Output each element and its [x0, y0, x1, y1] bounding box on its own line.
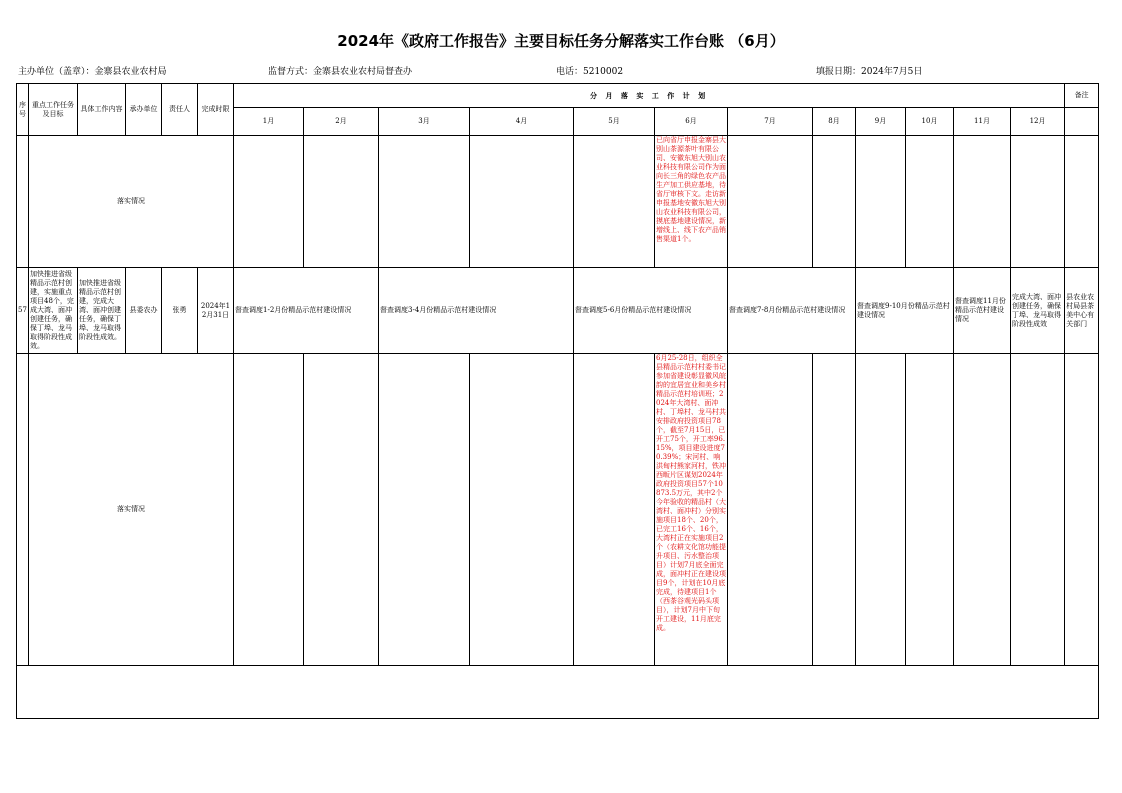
plan-cell-3-4: 督查调度3-4月份精品示范村建设情况	[379, 268, 574, 354]
plan-cell-11: 督查调度11月份精品示范村建设情况	[954, 268, 1011, 354]
page-title: 2024年《政府工作报告》主要目标任务分解落实工作台账 （6月）	[337, 32, 785, 50]
header-deadline: 完成时限	[198, 84, 234, 136]
month-header: 10月	[906, 108, 954, 136]
dept-cell: 县委农办	[126, 268, 162, 354]
header-row-1	[17, 84, 1099, 108]
month-cell	[470, 136, 574, 268]
header-monthly-plan: 分 月 落 实 工 作 计 划	[234, 84, 1065, 108]
month-cell	[470, 354, 574, 666]
month-header: 5月	[574, 108, 655, 136]
month-cell	[906, 136, 954, 268]
month-cell	[856, 354, 906, 666]
phone-label: 电话：5210002	[556, 67, 624, 77]
header-seq: 序号	[17, 84, 29, 136]
plan-cell-5-6: 督查调度5-6月份精品示范村建设情况	[574, 268, 728, 354]
month-header: 12月	[1011, 108, 1065, 136]
month-header: 11月	[954, 108, 1011, 136]
month-header: 9月	[856, 108, 906, 136]
month-cell	[728, 136, 813, 268]
month-cell	[1011, 354, 1065, 666]
header-person: 责任人	[162, 84, 198, 136]
content-cell: 加快推进省级精品示范村创建，完成大湾、面冲创建任务，确保丁埠、龙马取得阶段性成效。	[78, 268, 126, 354]
month-cell	[813, 136, 856, 268]
month-cell	[234, 354, 304, 666]
plan-cell-1-2: 督查调度1-2月份精品示范村建设情况	[234, 268, 379, 354]
header-dept: 承办单位	[126, 84, 162, 136]
remark-cell	[1065, 136, 1099, 268]
month-cell	[906, 354, 954, 666]
seq-cell	[17, 136, 29, 268]
header-remark: 备注	[1065, 84, 1099, 108]
month-cell	[954, 354, 1011, 666]
june-progress-cell: 6月25-28日，组织全县精品示范村村委书记参加省建设彰显徽风皖韵的宜居宜业和美乡村精品示范村培训班；2024年大湾村、面冲村、丁埠村、龙马村共安排政府投资项目78个，截至7月15日，已开工75个，开工率96.15%，项目建设进度70.39%；宋河村、响洪甸村熊家河村，铁冲西畈片区谋划2024年政府投资项目57个10873.5万元，其中2个今年验收的精品村（大湾村、面冲村）分别实施项目18个、20个，已完工16个、16个，大湾村正在实施项目2个（农耕文化馆功能提升项目、污水整治项目）计划7月底全面完成，面冲村正在建设项目9个，计划在10月底完成，待建项目1个（西茶谷观光码头项目），计划7月中下旬开工建设，11月底完成。	[655, 354, 728, 666]
task-cell: 加快推进省级精品示范村创建，实施重点项目48个，完成大湾、面冲创建任务，确保丁埠、龙马取得阶段性成效。	[29, 268, 78, 354]
month-cell	[954, 136, 1011, 268]
remark-cell: 县农业农村局县茶美中心有关部门	[1065, 268, 1099, 354]
month-cell	[728, 354, 813, 666]
header-task: 重点工作任务及目标	[29, 84, 78, 136]
month-cell	[574, 354, 655, 666]
task-ledger-table	[16, 83, 1099, 719]
month-cell	[234, 136, 304, 268]
table-row	[17, 136, 1099, 268]
month-cell	[379, 136, 470, 268]
report-date-label: 填报日期：2024年7月5日	[816, 67, 923, 77]
table-row-empty	[17, 666, 1099, 719]
table-row	[17, 268, 1099, 354]
remark-cell	[1065, 354, 1099, 666]
plan-cell-12: 完成大湾、面冲创建任务，确保丁埠、龙马取得阶段性成效	[1011, 268, 1065, 354]
month-cell	[574, 136, 655, 268]
month-header: 2月	[304, 108, 379, 136]
deadline-cell: 2024年12月31日	[198, 268, 234, 354]
month-cell	[304, 354, 379, 666]
plan-cell-9-10: 督查调度9-10月份精品示范村建设情况	[856, 268, 954, 354]
month-cell	[1011, 136, 1065, 268]
month-cell	[813, 354, 856, 666]
month-cell	[304, 136, 379, 268]
month-header: 8月	[813, 108, 856, 136]
month-cell	[379, 354, 470, 666]
month-header: 3月	[379, 108, 470, 136]
header-content: 具体工作内容	[78, 84, 126, 136]
supervision-label: 监督方式：金寨县农业农村局督查办	[268, 67, 413, 77]
plan-cell-7-8: 督查调度7-8月份精品示范村建设情况	[728, 268, 856, 354]
month-header: 1月	[234, 108, 304, 136]
progress-label: 落实情况	[29, 136, 234, 268]
month-cell	[856, 136, 906, 268]
empty-cell	[17, 666, 1099, 719]
seq-cell: 57	[17, 268, 29, 354]
month-header: 6月	[655, 108, 728, 136]
table-row	[17, 354, 1099, 666]
progress-label: 落实情况	[29, 354, 234, 666]
seq-cell	[17, 354, 29, 666]
month-header: 4月	[470, 108, 574, 136]
sponsor-label: 主办单位（盖章）：金寨县农业农村局	[18, 67, 167, 77]
person-cell: 张勇	[162, 268, 198, 354]
remark-cell	[1065, 108, 1099, 136]
month-header: 7月	[728, 108, 813, 136]
june-progress-cell: 已向省厅申报金寨县大别山茶源茶叶有限公司、安徽东旭大别山农业科技有限公司作为面向长三角的绿色农产品生产加工供应基地，待省厅审核下文。走访新申报基地安徽东旭大别山农业科技有限公司，摸底基地建设情况，新增线上、线下农产品销售渠道1个。	[655, 136, 728, 268]
